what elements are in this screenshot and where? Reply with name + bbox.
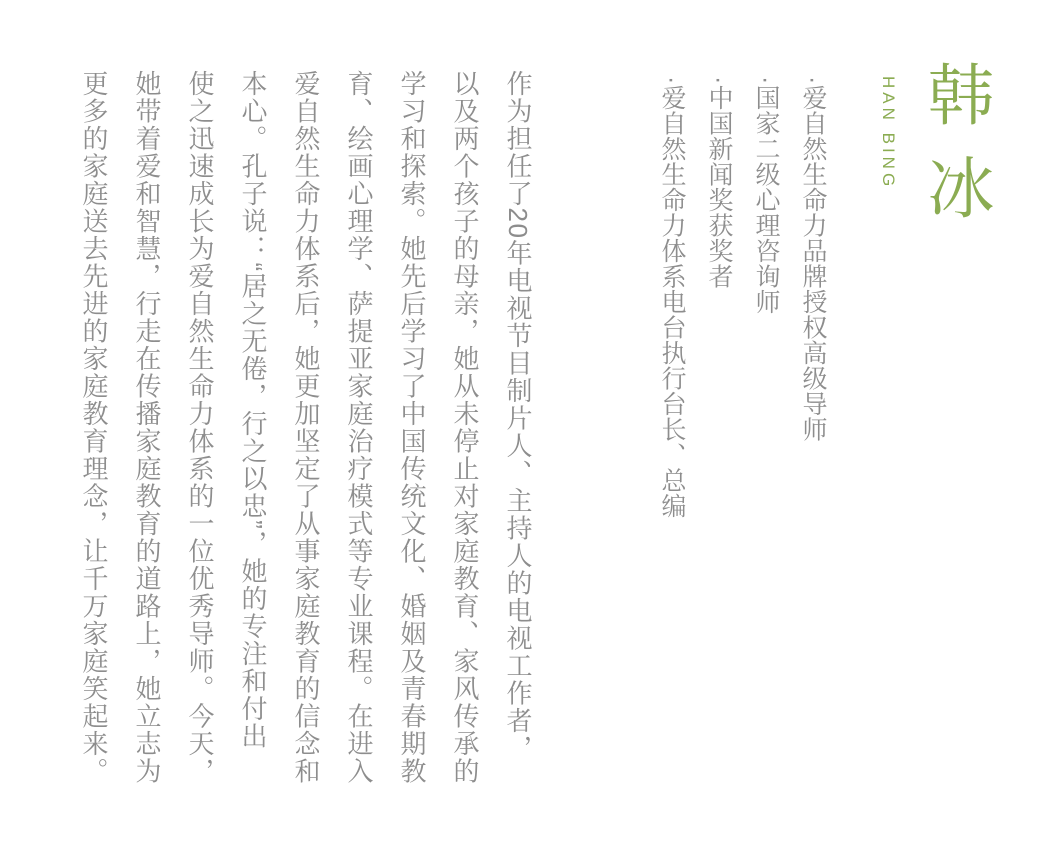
bio-column: 作为担任了20年电视节目制片人、主持人的电视工作者， <box>503 70 533 762</box>
bio-column: 育、绘画心理学、萨提亚家庭治疗模式等专业课程。在进入 <box>344 70 374 785</box>
bio-column: 她带着爱和智慧，行走在传播家庭教育的道路上，她立志为 <box>132 70 162 785</box>
bullet-icon: · <box>752 76 780 85</box>
credential-item <box>742 76 789 826</box>
bio-column: 本心。孔子说：“居之无倦，行之以忠”，她的专注和付出 <box>238 70 268 751</box>
bullet-icon: · <box>799 76 827 85</box>
credential-text: 中国新闻奖获奖者 <box>705 84 733 289</box>
bullet-icon: · <box>705 76 733 85</box>
bullet-icon: · <box>658 76 686 85</box>
person-name-latin: HAN BING <box>879 76 898 191</box>
credential-text: 爱自然生命力品牌授权高级导师 <box>799 84 827 442</box>
bio-column: 学习和探索。她先后学习了中国传统文化、婚姻及青春期教 <box>397 70 427 785</box>
credentials-list <box>648 76 836 826</box>
credential-item <box>695 76 742 826</box>
credential-item <box>789 76 836 826</box>
bio-column: 爱自然生命力体系后，她更加坚定了从事家庭教育的信念和 <box>291 70 321 785</box>
credential-text: 国家二级心理咨询师 <box>752 84 780 315</box>
bio-column: 使之迅速成长为爱自然生命力体系的一位优秀导师。今天， <box>185 70 215 785</box>
person-name-chinese: 韩冰 <box>917 60 995 246</box>
bio-column: 更多的家庭送去先进的家庭教育理念，让千万家庭笑起来。 <box>79 70 109 785</box>
credential-item <box>648 76 695 826</box>
bio-paragraph <box>67 70 544 830</box>
credential-text: 爱自然生命力体系电台执行台长、总编 <box>658 84 686 519</box>
bio-column: 以及两个孩子的母亲，她从未停止对家庭教育、家风传承的 <box>450 70 480 785</box>
